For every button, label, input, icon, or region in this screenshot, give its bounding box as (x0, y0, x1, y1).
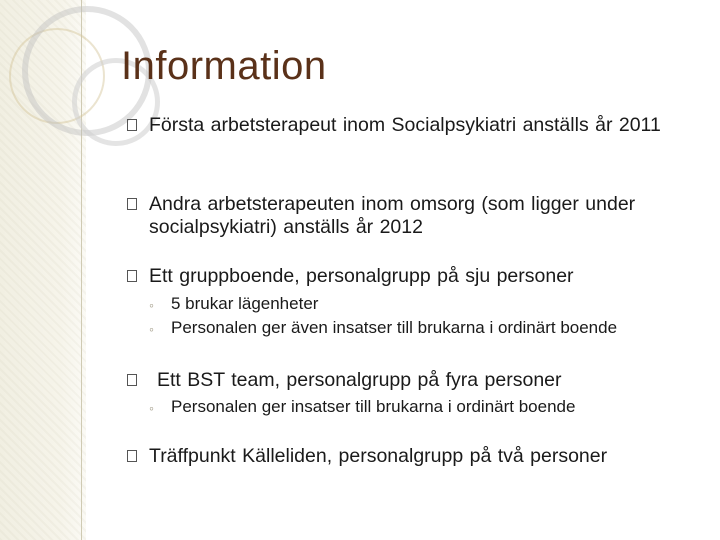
checkbox-bullet-icon (127, 270, 137, 282)
bullet-item (127, 369, 720, 392)
sub-bullet-text: Personalen ger även insatser till brukarna i ordinärt boende (171, 318, 618, 337)
bullet-item (127, 445, 720, 468)
sub-bullet-text: 5 brukar lägenheter (171, 294, 319, 313)
bullet-item (127, 193, 720, 239)
sub-bullet-item (147, 396, 720, 417)
checkbox-bullet-icon (127, 374, 137, 386)
checkbox-bullet-icon (127, 119, 137, 131)
sub-bullet-item (147, 293, 720, 314)
bullet-text: Första arbetsterapeut inom Socialpsykiatri anställs år 2011 (149, 114, 661, 136)
bullet-text: Ett gruppboende, personalgrupp på sju personer (149, 265, 574, 287)
bullet-text: Andra arbetsterapeuten inom omsorg (som ligger under socialpsykiatri) anställs år 2012 (149, 193, 636, 238)
checkbox-bullet-icon (127, 450, 137, 462)
bullet-item (127, 265, 720, 288)
bullet-text: Träffpunkt Källeliden, personalgrupp på två personer (149, 445, 608, 467)
sub-bullet-item (147, 317, 720, 338)
circle-bullet-icon: ◦ (149, 321, 154, 337)
sub-bullet-text: Personalen ger insatser till brukarna i ordinärt boende (171, 397, 576, 416)
checkbox-bullet-icon (127, 198, 137, 210)
circle-bullet-icon: ◦ (149, 297, 154, 313)
bullet-item (127, 114, 720, 137)
slide-title: Information (121, 44, 327, 88)
bullet-text: Ett BST team, personalgrupp på fyra personer (157, 369, 562, 391)
circle-bullet-icon: ◦ (149, 400, 154, 416)
